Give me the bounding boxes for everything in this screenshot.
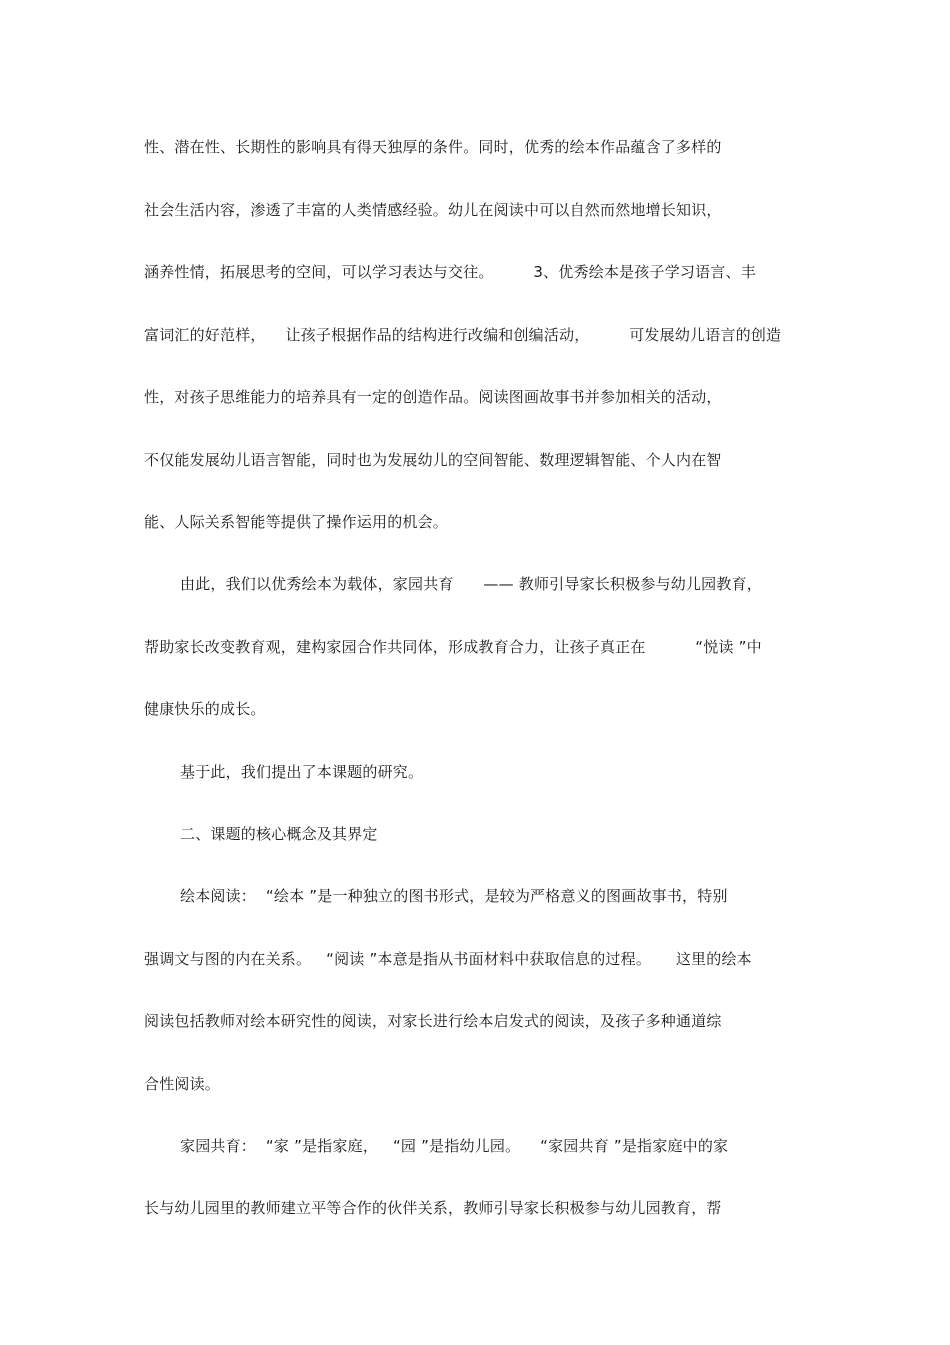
text-line: 帮助家长改变教育观，建构家园合作共同体，形成教育合力，让孩子真正在 “悦读 ”中 bbox=[144, 638, 762, 656]
text-line: 性，对孩子思维能力的培养具有一定的创造作品。阅读图画故事书并参加相关的活动， bbox=[144, 388, 722, 406]
text-line: 富词汇的好范样， 让孩子根据作品的结构进行改编和创编活动， 可发展幼儿语言的创造 bbox=[144, 326, 782, 344]
text-line: 能、人际关系智能等提供了操作运用的机会。 bbox=[144, 513, 449, 531]
paragraph-start: 基于此，我们提出了本课题的研究。 bbox=[180, 763, 424, 781]
text-line: 阅读包括教师对绘本研究性的阅读，对家长进行绘本启发式的阅读，及孩子多种通道综 bbox=[144, 1012, 722, 1030]
text-line: 合性阅读。 bbox=[144, 1075, 221, 1093]
text-line: 长与幼儿园里的教师建立平等合作的伙伴关系，教师引导家长积极参与幼儿园教育，帮 bbox=[144, 1199, 722, 1217]
text-line: 健康快乐的成长。 bbox=[144, 700, 266, 718]
paragraph-start: 家园共育： “家 ”是指家庭， “园 ”是指幼儿园。 “家园共育 ”是指家庭中的家 bbox=[180, 1137, 729, 1155]
section-heading: 二、课题的核心概念及其界定 bbox=[180, 825, 378, 843]
text-line: 不仅能发展幼儿语言智能，同时也为发展幼儿的空间智能、数理逻辑智能、个人内在智 bbox=[144, 451, 722, 469]
text-line: 性、潜在性、长期性的影响具有得天独厚的条件。同时，优秀的绘本作品蕴含了多样的 bbox=[144, 138, 722, 156]
paragraph-start: 绘本阅读： “绘本 ”是一种独立的图书形式，是较为严格意义的图画故事书，特别 bbox=[180, 887, 728, 905]
text-line: 涵养性情，拓展思考的空间，可以学习表达与交往。 3、优秀绘本是孩子学习语言、丰 bbox=[144, 263, 756, 281]
paragraph-start: 由此，我们以优秀绘本为载体，家园共育 —— 教师引导家长积极参与幼儿园教育， bbox=[180, 575, 762, 593]
text-line: 社会生活内容，渗透了丰富的人类情感经验。幼儿在阅读中可以自然而然地增长知识， bbox=[144, 201, 722, 219]
text-line: 强调文与图的内在关系。 “阅读 ”本意是指从书面材料中获取信息的过程。 这里的绘本 bbox=[144, 950, 752, 968]
